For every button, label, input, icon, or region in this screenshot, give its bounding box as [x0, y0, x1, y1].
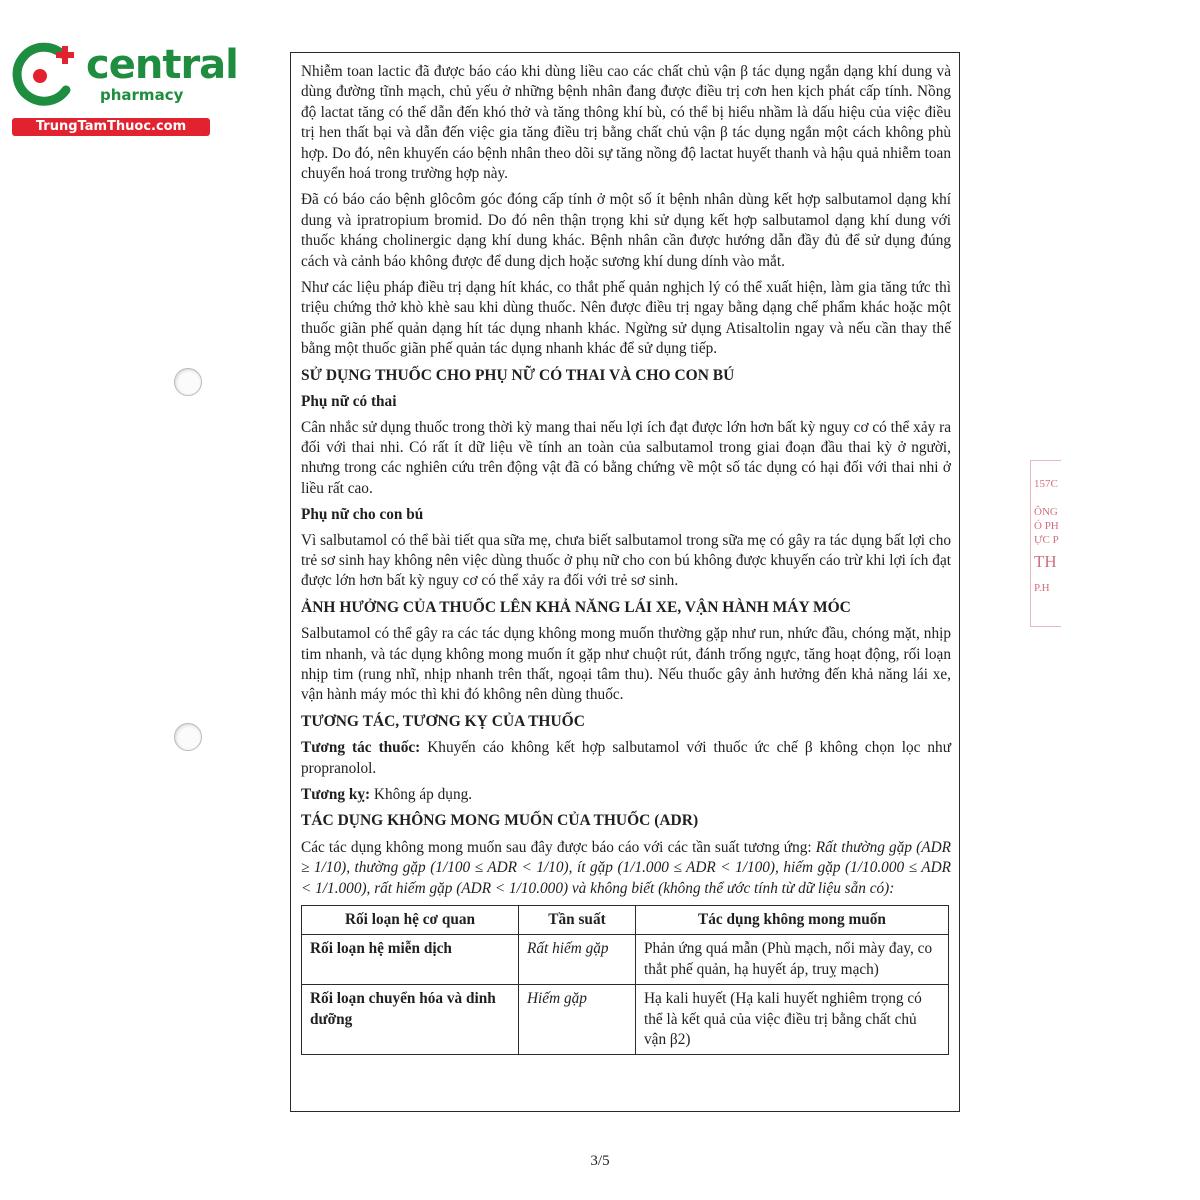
paragraph-lactic-acidosis: Nhiễm toan lactic đã được báo cáo khi dùng liều cao các chất chủ vận β tác dụng ngắn dạng khí dung và dùng đường tĩnh mạch, chủ yếu ở những bệnh nhân đang được điều trị cơn hen kịch phát cấp tính. Nồng độ lactat tăng có thể dẫn đến khó thở và tăng thông khí bù, có thể bị hiểu nhầm là dấu hiệu của việc điều trị hen thất bại và dẫn đến việc gia tăng điều trị bằng chất chủ vận β tác dụng ngắn một cách không phù hợp. Do đó, nên khuyến cáo bệnh nhân theo dõi sự tăng nồng độ lactat huyết thanh và hậu quả nhiễm toan chuyển hoá trong trường hợp này.	[301, 63, 951, 183]
table-row	[302, 985, 949, 1055]
adr-table	[301, 905, 949, 1055]
central-pharmacy-logo	[10, 36, 238, 136]
heading-interactions: TƯƠNG TÁC, TƯƠNG KỴ CỦA THUỐC	[301, 712, 585, 730]
table-header-cell: Tác dụng không mong muốn	[636, 906, 949, 935]
subheading-nursing: Phụ nữ cho con bú	[301, 506, 424, 524]
table-row	[302, 935, 949, 985]
table-header-cell: Tần suất	[519, 906, 636, 935]
binder-hole-top	[174, 368, 202, 396]
page-number: 3/5	[590, 1153, 610, 1169]
table-cell-effect: Phản ứng quá mẫn (Phù mạch, nổi mày đay, co thắt phế quản, hạ huyết áp, truỵ mạch)	[636, 935, 949, 985]
subheading-pregnant: Phụ nữ có thai	[301, 393, 397, 411]
paragraph-bronchospasm: Như các liệu pháp điều trị dạng hít khác, co thắt phế quản nghịch lý có thể xuất hiện, làm gia tăng tức thì triệu chứng thở khò khè sau khi dùng thuốc. Nên được điều trị ngay bằng dạng chế phẩm khác hoặc một thuốc giãn phế quản dạng hít tác dụng nhanh khác. Ngừng sử dụng Atisaltolin ngay và nếu cần thay thế bằng một thuốc giãn phế quản tác dụng nhanh khác để sử dụng tiếp.	[301, 279, 951, 358]
heading-adr: TÁC DỤNG KHÔNG MONG MUỐN CỦA THUỐC (ADR)	[301, 812, 699, 830]
logo-site-banner: TrungTamThuoc.com	[12, 118, 210, 136]
paragraph-drug-interaction	[301, 738, 951, 779]
table-cell-frequency: Rất hiếm gặp	[519, 935, 636, 985]
paragraph-nursing: Vì salbutamol có thể bài tiết qua sữa mẹ, chưa biết salbutamol trong sữa mẹ có gây ra tác dụng bất lợi cho trẻ sơ sinh hay không nên việc dùng thuốc ở phụ nữ cho con bú không được khuyến cáo trừ khi lợi ích đạt được lớn hơn bất kỳ nguy cơ có thể xảy ra đối với trẻ sơ sinh.	[301, 531, 951, 590]
adr-intro-text: Các tác dụng không mong muốn sau đây được báo cáo với các tần suất tương ứng:	[301, 838, 816, 856]
incompatibility-label: Tương kỵ:	[301, 786, 371, 803]
table-cell-organ-system: Rối loạn chuyển hóa và dinh dưỡng	[302, 985, 519, 1055]
table-cell-organ-system: Rối loạn hệ miễn dịch	[302, 935, 519, 985]
incompatibility-text: Không áp dụng.	[370, 786, 473, 803]
paragraph-adr-intro	[301, 838, 951, 899]
partial-red-stamp: 157C ÔNG Ó PH ỰC P TH P.H	[1030, 460, 1061, 627]
paragraph-glaucoma: Đã có báo cáo bệnh glôcôm góc đóng cấp tính ở một số ít bệnh nhân dùng kết hợp salbutamol dạng khí dung và ipratropium bromid. Do đó nên thận trọng khi sử dụng kết hợp salbutamol dạng khí dung với thuốc kháng cholinergic dạng khí dung khác. Bệnh nhân cần được hướng dẫn đầy đủ để sử dụng đúng cách và cảnh báo không được để dung dịch hoặc sương khí dung dính vào mắt.	[301, 191, 951, 270]
interaction-text: Khuyến cáo không kết hợp salbutamol với thuốc ức chế β không chọn lọc như propranolol.	[301, 739, 951, 777]
paragraph-incompatibility	[301, 785, 951, 805]
table-header-row	[302, 906, 949, 935]
adr-frequency-definitions: Rất thường gặp (ADR ≥ 1/10), thường gặp (1/100 ≤ ADR < 1/10), ít gặp (1/1.000 ≤ ADR < 1/100), hiếm gặp (1/10.000 ≤ ADR < 1/1.000), rất hiếm gặp (ADR < 1/10.000) và không biết (không thể ước tính từ dữ liệu sẵn có):	[301, 838, 951, 897]
binder-hole-bottom	[174, 723, 202, 751]
logo-subtitle: pharmacy	[100, 86, 184, 104]
table-cell-frequency: Hiếm gặp	[519, 985, 636, 1055]
table-header-cell: Rối loạn hệ cơ quan	[302, 906, 519, 935]
interaction-label: Tương tác thuốc:	[301, 739, 421, 757]
document-body	[290, 52, 960, 1112]
heading-pregnancy-lactation: SỬ DỤNG THUỐC CHO PHỤ NỮ CÓ THAI VÀ CHO CON BÚ	[301, 366, 735, 384]
paragraph-pregnant: Cân nhắc sử dụng thuốc trong thời kỳ mang thai nếu lợi ích đạt được lớn hơn bất kỳ nguy cơ có thể xảy ra đối với thai nhi. Có rất ít dữ liệu về tính an toàn của salbutamol trong giai đoạn đầu thai kỳ ở người, nhưng trong các nghiên cứu trên động vật đã có bằng chứng về một số tác dụng có hại đối với thai nhi ở liều rất cao.	[301, 418, 951, 497]
table-cell-effect: Hạ kali huyết (Hạ kali huyết nghiêm trọng có thể là kết quả của việc điều trị bằng chất chủ vận β2)	[636, 985, 949, 1055]
pharmacy-logo-icon	[10, 36, 84, 116]
heading-driving: ẢNH HƯỞNG CỦA THUỐC LÊN KHẢ NĂNG LÁI XE, VẬN HÀNH MÁY MÓC	[301, 598, 851, 616]
logo-brand-text: central	[86, 42, 238, 88]
paragraph-driving: Salbutamol có thể gây ra các tác dụng không mong muốn thường gặp như run, nhức đầu, chóng mặt, nhịp tim nhanh, và tác dụng không mong muốn ít gặp như chuột rút, đánh trống ngực, tăng hoạt động, rối loạn nhịp tim (rung nhĩ, nhịp nhanh trên thất, ngoại tâm thu). Nếu thuốc gây ảnh hưởng đến khả năng lái xe, vận hành máy móc thì khi đó không nên dùng thuốc.	[301, 625, 951, 704]
